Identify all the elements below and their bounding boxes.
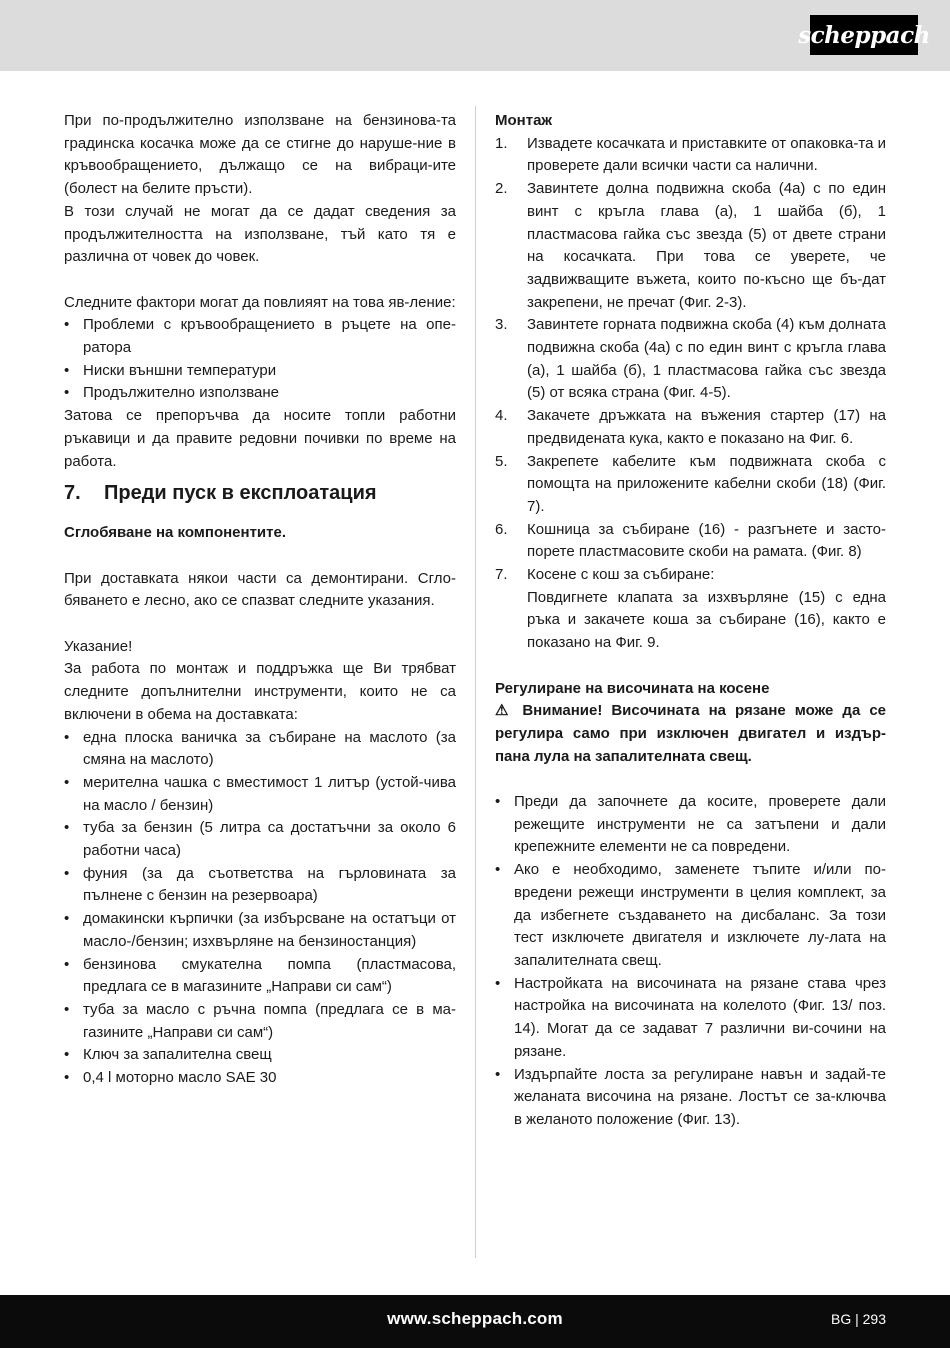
step-number: 3. [495,316,508,334]
height-heading: Регулиране на височината на косене [495,679,770,697]
note-text: За работа по монтаж и поддръжка ще Ви трябват следните допълнителни инструменти, които не са включени в обема на доставката: [64,660,456,723]
list-item: • мерителна чашка с вместимост 1 литър (устой-чива на масло / бензин) [64,772,456,817]
intro-paragraph-1: При по-продължително използване на бензинова-та градинска косачка може да се стигне до наруше-ние в кръвообращението, дължащо се на вибраци-ите (болест на белите пръсти). [64,112,456,198]
list-item [495,405,886,450]
list-item: • бензинова смукателна помпа (пластмасова, предлага се в магазините „Направи си сам“) [64,954,456,999]
warning-text: Внимание! Височината на рязане може да се регулира само при изключен двигател и издър-пана лула на запалителната свещ. [495,702,886,765]
height-list [495,791,886,1132]
list-item [495,178,886,314]
list-item: • Издърпайте лоста за регулиране навън и задай-те желаната височина на рязане. Лостът се за-ключва в желаното положение (Фиг. 13). [495,1064,886,1132]
list-item: • туба за масло с ръчна помпа (предлага се в ма-газините „Направи си сам“) [64,999,456,1044]
step-text: Закачете дръжката на въжения стартер (17) на предвидената кука, както е показано на Фиг. 6. [527,407,886,447]
list-item: • туба за бензин (5 литра са достатъчни за около 6 работни часа) [64,817,456,862]
section-title: Преди пуск в експлоатация [104,482,377,505]
list-item: • една плоска ваничка за събиране на маслото (за смяна на маслото) [64,727,456,772]
right-column [495,110,886,1132]
step-text: Завинтете долна подвижна скоба (4а) с по един винт с кръгла глава (а), 1 шайба (б), 1 пластмасова гайка със звезда (5) от двете страни на косачката. При това се уверете, че задвижващите въжета, които по-късно ще бъ-дат закрепени, не пречат (Фиг. 2-3). [527,180,886,311]
note-label: Указание! [64,637,133,655]
footer-bar [0,1295,950,1348]
list-item: • Ниски външни температури [64,360,456,383]
assembly-heading: Сглобяване на компонентите. [64,524,287,542]
page-number: BG | 293 [830,1311,886,1327]
website-link[interactable]: www.scheppach.com [387,1309,563,1328]
brand-logo: scheppach [810,15,918,55]
step-7-detail: Повдигнете клапата за изхвърляне (15) с една ръка и закачете коша за събиране (16), както е показано на Фиг. 9. [527,588,886,652]
left-column [64,110,456,1090]
step-text: Завинтете горната подвижна скоба (4) към долната подвижна скоба (4а) с по един винт с кръгла глава (а), 1 шайба (б), 1 пластмасова гайка със звезда (5) от всяка страна (Фиг. 4-5). [527,316,886,402]
assembly-text: При доставката някои части са демонтирани. Сгло-бяването е лесно, ако се спазват следните указания. [64,569,456,610]
list-item: • Продължително използване [64,382,456,405]
list-item: • 0,4 l моторно масло SAE 30 [64,1067,456,1090]
factors-list [64,314,456,405]
step-number: 1. [495,134,508,152]
list-item: • домакински кърпички (за избърсване на остатъци от масло-/бензин; изхвърляне на бензиностанция) [64,908,456,953]
list-item [495,314,886,405]
list-item: • Настройката на височината на рязане става чрез настройка на височината на колелото (Фиг. 13/ поз. 14). Могат да се задават 7 различни ви-сочини на рязане. [495,973,886,1064]
montage-heading: Монтаж [495,112,553,129]
header-bar [0,0,950,71]
list-item: • Ключ за запалителна свещ [64,1044,456,1067]
list-item: • Проблеми с кръвообращението в ръцете на опе-ратора [64,314,456,359]
factors-intro: Следните фактори могат да повлияят на това яв-ление: [64,293,456,311]
tools-list [64,727,456,1090]
step-text: Закрепете кабелите към подвижната скоба с помощта на приложените кабелни скоби (18) (Фиг. 7). [527,452,886,515]
step-text: Извадете косачката и приставките от опаковка-та и проверете дали всички части са налични. [527,134,886,175]
warning-icon: ⚠ [495,702,514,720]
step-number: 2. [495,180,508,198]
list-item: • Ако е необходимо, заменете тъпите и/или по-вредени режещи инструменти в целия комплект, за да избегнете създаването на дисбаланс. За този тест изключете двигателя и изключете лу-лата на запалителната свещ. [495,859,886,973]
column-divider [475,106,476,1258]
step-text: Кошница за събиране (16) - разгънете и засто-порете пластмасовите скоби на рамата. (Фиг. 8) [527,520,886,561]
step-number: 5. [495,452,508,470]
step-text: Косене с кош за събиране: [527,566,715,584]
section-number: 7. [64,482,81,505]
list-item: • Преди да започнете да косите, проверете дали режещите инструменти не са затъпени и дали крепежните елементи не са повредени. [495,791,886,859]
step-number: 7. [495,566,508,584]
list-item: • фуния (за да съответства на гърловината за пълнене с бензин на резервоара) [64,863,456,908]
warning-text-block [495,700,886,768]
section-heading [64,480,456,506]
step-number: 6. [495,520,508,538]
intro-paragraph-2: В този случай не могат да се дадат сведения за продължителността на използване, тъй като тя е различна от човек до човек. [64,202,456,266]
step-number: 4. [495,407,508,425]
list-item [495,564,886,655]
list-item [495,451,886,519]
list-item [495,133,886,178]
factors-conclusion: Затова се препоръчва да носите топли работни ръкавици и да правите редовни почивки по време на работа. [64,407,456,470]
montage-steps [495,133,886,655]
list-item [495,519,886,564]
